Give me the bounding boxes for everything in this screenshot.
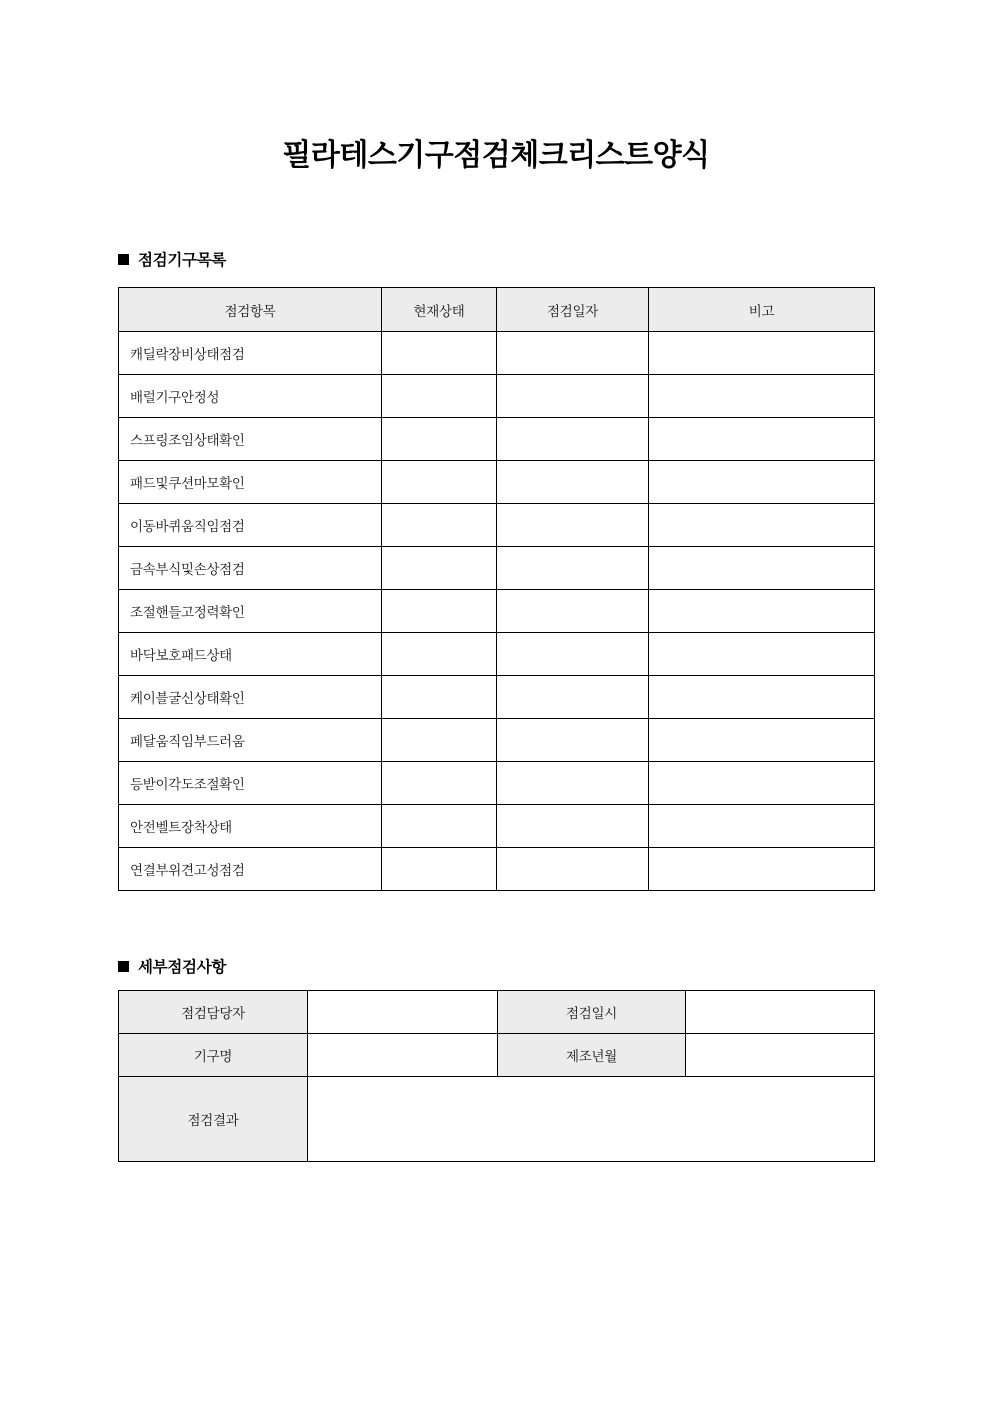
cell-status[interactable] bbox=[382, 848, 497, 891]
cell-item: 캐딜락장비상태점검 bbox=[119, 332, 382, 375]
table-row bbox=[119, 547, 875, 590]
cell-date[interactable] bbox=[497, 418, 649, 461]
cell-status[interactable] bbox=[382, 590, 497, 633]
cell-status[interactable] bbox=[382, 719, 497, 762]
cell-date[interactable] bbox=[497, 719, 649, 762]
cell-item: 페달움직임부드러움 bbox=[119, 719, 382, 762]
table-row bbox=[119, 762, 875, 805]
table-row bbox=[119, 805, 875, 848]
table-header-row bbox=[119, 288, 875, 332]
cell-note[interactable] bbox=[649, 418, 875, 461]
column-header-note: 비고 bbox=[649, 288, 875, 332]
label-inspection-result: 점검결과 bbox=[119, 1077, 308, 1162]
table-row bbox=[119, 633, 875, 676]
column-header-item: 점검항목 bbox=[119, 288, 382, 332]
field-inspector-value[interactable] bbox=[308, 991, 498, 1034]
table-row bbox=[119, 590, 875, 633]
section-header-detail-inspection bbox=[118, 955, 226, 977]
cell-status[interactable] bbox=[382, 805, 497, 848]
label-inspect-datetime: 점검일시 bbox=[498, 991, 686, 1034]
cell-note[interactable] bbox=[649, 590, 875, 633]
cell-date[interactable] bbox=[497, 676, 649, 719]
cell-date[interactable] bbox=[497, 504, 649, 547]
table-row bbox=[119, 991, 875, 1034]
cell-status[interactable] bbox=[382, 547, 497, 590]
label-inspector: 점검담당자 bbox=[119, 991, 308, 1034]
cell-date[interactable] bbox=[497, 805, 649, 848]
page-title: 필라테스기구점검체크리스트양식 bbox=[282, 139, 710, 172]
cell-date[interactable] bbox=[497, 762, 649, 805]
table-row bbox=[119, 848, 875, 891]
table-row bbox=[119, 461, 875, 504]
cell-status[interactable] bbox=[382, 418, 497, 461]
cell-note[interactable] bbox=[649, 633, 875, 676]
cell-item: 이동바퀴움직임점검 bbox=[119, 504, 382, 547]
cell-date[interactable] bbox=[497, 547, 649, 590]
cell-status[interactable] bbox=[382, 633, 497, 676]
field-inspect-datetime-value[interactable] bbox=[686, 991, 875, 1034]
table-row bbox=[119, 676, 875, 719]
cell-item: 조절핸들고정력확인 bbox=[119, 590, 382, 633]
cell-date[interactable] bbox=[497, 332, 649, 375]
cell-note[interactable] bbox=[649, 504, 875, 547]
table-row bbox=[119, 504, 875, 547]
section-header-detail-inspection-label: 세부점검사항 bbox=[138, 959, 227, 976]
cell-date[interactable] bbox=[497, 633, 649, 676]
label-manufacture-date: 제조년월 bbox=[498, 1034, 686, 1077]
cell-note[interactable] bbox=[649, 547, 875, 590]
cell-status[interactable] bbox=[382, 504, 497, 547]
cell-item: 안전벨트장착상태 bbox=[119, 805, 382, 848]
table-row bbox=[119, 332, 875, 375]
cell-status[interactable] bbox=[382, 332, 497, 375]
cell-note[interactable] bbox=[649, 719, 875, 762]
detail-inspection-table bbox=[118, 990, 875, 1162]
field-equipment-name-value[interactable] bbox=[308, 1034, 498, 1077]
cell-date[interactable] bbox=[497, 375, 649, 418]
cell-note[interactable] bbox=[649, 762, 875, 805]
cell-status[interactable] bbox=[382, 375, 497, 418]
column-header-status: 현재상태 bbox=[382, 288, 497, 332]
cell-status[interactable] bbox=[382, 461, 497, 504]
cell-note[interactable] bbox=[649, 676, 875, 719]
cell-status[interactable] bbox=[382, 676, 497, 719]
cell-date[interactable] bbox=[497, 848, 649, 891]
cell-item: 금속부식및손상점검 bbox=[119, 547, 382, 590]
square-bullet-icon bbox=[118, 254, 129, 265]
cell-date[interactable] bbox=[497, 590, 649, 633]
cell-item: 연결부위견고성점검 bbox=[119, 848, 382, 891]
table-row bbox=[119, 719, 875, 762]
section-header-equipment-list bbox=[118, 248, 226, 270]
cell-item: 배럴기구안정성 bbox=[119, 375, 382, 418]
cell-item: 등받이각도조절확인 bbox=[119, 762, 382, 805]
field-inspection-result-value[interactable] bbox=[308, 1077, 875, 1162]
cell-item: 스프링조임상태확인 bbox=[119, 418, 382, 461]
cell-note[interactable] bbox=[649, 461, 875, 504]
table-row bbox=[119, 375, 875, 418]
table-row bbox=[119, 418, 875, 461]
equipment-inspection-table bbox=[118, 287, 875, 891]
cell-note[interactable] bbox=[649, 375, 875, 418]
cell-note[interactable] bbox=[649, 332, 875, 375]
cell-status[interactable] bbox=[382, 762, 497, 805]
field-manufacture-date-value[interactable] bbox=[686, 1034, 875, 1077]
cell-item: 패드및쿠션마모확인 bbox=[119, 461, 382, 504]
table-row bbox=[119, 1077, 875, 1162]
column-header-date: 점검일자 bbox=[497, 288, 649, 332]
section-header-equipment-list-label: 점검기구목록 bbox=[138, 252, 227, 269]
cell-note[interactable] bbox=[649, 805, 875, 848]
cell-item: 바닥보호패드상태 bbox=[119, 633, 382, 676]
square-bullet-icon bbox=[118, 961, 129, 972]
cell-item: 케이블굴신상태확인 bbox=[119, 676, 382, 719]
label-equipment-name: 기구명 bbox=[119, 1034, 308, 1077]
cell-note[interactable] bbox=[649, 848, 875, 891]
cell-date[interactable] bbox=[497, 461, 649, 504]
table-row bbox=[119, 1034, 875, 1077]
